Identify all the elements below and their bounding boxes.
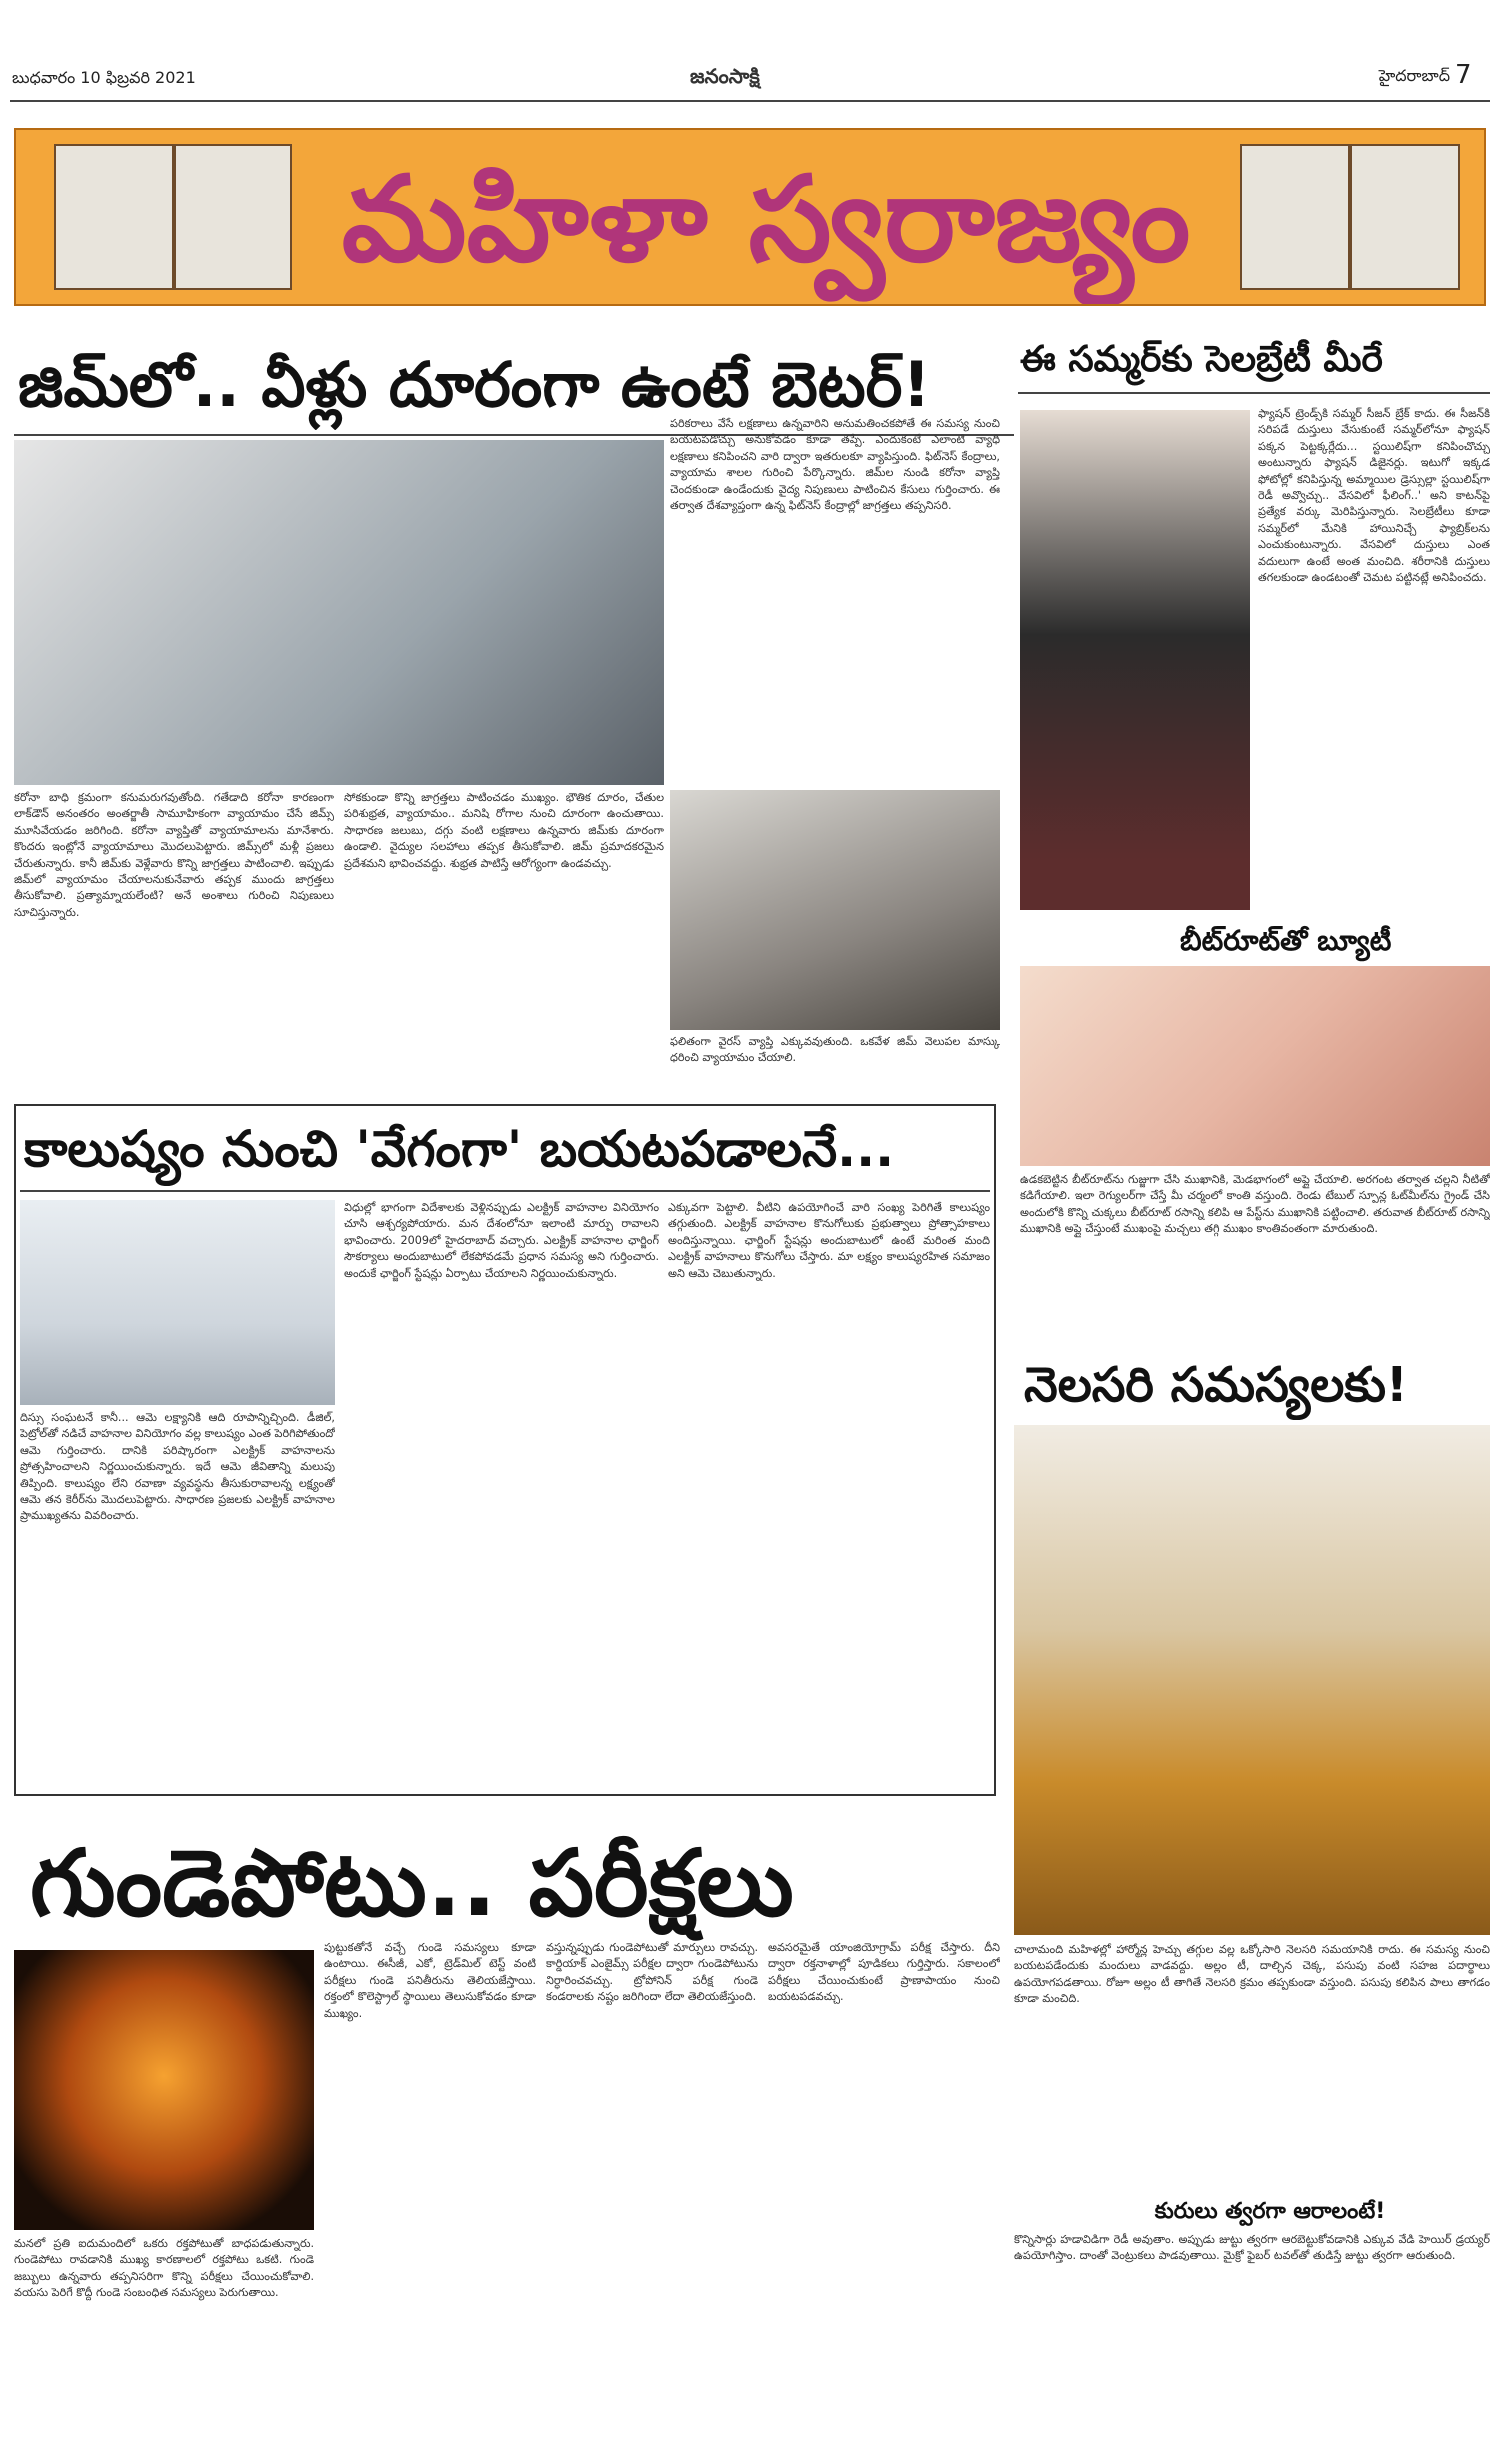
gym-col1: కరోనా బాధి క్రమంగా కనుమరుగవుతోంది. గతేడాది కరోనా కారణంగా లాక్‌డౌన్ అనంతరం అంతర్జాతీ సామూహికంగా వ్యాయామం చేసే జిమ్స్ మూసివేయడం జరిగింది. కరోనా వ్యాప్తితో వ్యాయామాలను మానేశారు. కొందరు ఇంట్లోనే వ్యాయామాలు మొదలుపెట్టారు. జిమ్స్‌లో మళ్లీ ప్రజలు చేరుతున్నారు. కానీ జిమ్‌కు వెళ్లేవారు కొన్ని జాగ్రత్తలు పాటించాలి. ఇప్పుడు జిమ్‌లో వ్యాయామం చేయాలనుకునేవారు తప్పక ముందు జాగ్రత్తలు తీసుకోవాలి. ప్రత్యామ్నాయలేంటి? అనే అంశాలు గురించి నిపుణులు సూచిస్తున్నారు. [14,791,334,919]
remedy-headline: నెలసరి సమస్యలకు! [1024,1357,1408,1413]
pollution-col3: ఎక్కువగా పెట్టాలి. వీటిని ఉపయోగించే వారి సంఖ్య పెరిగితే కాలుష్యం తగ్గుతుంది. ఎలక్ట్రిక్ వాహనాల కొనుగోలుకు ప్రభుత్వాలు ప్రోత్సాహకాలు అందిస్తున్నాయి. ఛార్జింగ్ స్టేషన్లు అందుబాటులో ఉంటే మరింత మంది ఎలక్ట్రిక్ వాహనాలు కొనుగోలు చేస్తారు. మా లక్ష్యం కాలుష్యరహిత సమాజం అని ఆమె చెబుతున్నారు. [668,1201,990,1280]
gym-headline: జిమ్‌లో.. వీళ్లు దూరంగా ఉంటే బెటర్‌! [18,348,931,421]
heart-photo [14,1950,314,2230]
celebrity-photo [1020,410,1250,910]
portrait-2 [174,144,292,290]
gym-col3: పరికరాలు వేసే లక్షణాలు ఉన్నవారిని అనుమతించకపోతే ఈ సమస్య నుంచి బయటపడొచ్చు అనుకోవడం కూడా తప్పే. ఎందుకంటే ఎలాంటి వ్యాధి లక్షణాలు కనిపించని వారి ద్వారా ఇతరులకూ వ్యాపిస్తుంది. ఫిట్‌నెస్ కేంద్రాలు, వ్యాయామ శాలల గురించి పేర్కొన్నారు. జిమ్‌ల నుండి కరోనా వ్యాప్తి చెందకుండా ఉండేందుకు వైద్య నిపుణులు పాటించిన కేసులు గుర్తించారు. ఈ తర్వాత దేశవ్యాప్తంగా ఉన్న ఫిట్‌నెస్ కేంద్రాల్లో జాగ్రత్తలు తప్పనిసరి. [670,417,1000,513]
pollution-col2: విధుల్లో భాగంగా విదేశాలకు వెళ్లినప్పుడు ఎలక్ట్రిక్ వాహనాల వినియోగం చూసి ఆశ్చర్యపోయారు. మన దేశంలోనూ ఇలాంటి మార్పు రావాలని భావించారు. 2009లో హైదరాబాద్ వచ్చారు. ఎలక్ట్రిక్ వాహనాల ఛార్జింగ్ సౌకర్యాలు అందుబాటులో లేకపోవడమే ప్రధాన సమస్య అని గుర్తించారు. అందుకే ఛార్జింగ్ స్టేషన్లు ఏర్పాటు చేయాలని నిర్ణయించుకున్నారు. [344,1201,659,1280]
portrait-3 [1240,144,1350,290]
heart-headline: గుండెపోటు.. పరీక్షలు [30,1830,794,1937]
gym-photo-2 [670,790,1000,1030]
portrait-1 [54,144,174,290]
celebrity-body: ఫ్యాషన్ ట్రెండ్స్‌కి సమ్మర్ సీజన్ బ్రేక్ కాదు. ఈ సీజన్‌కి సరిపడే దుస్తులు వేసుకుంటే సమ్మర్‌లోనూ ఫ్యాషన్ పక్కన పెట్టక్కర్లేదు... స్టయిలిష్‌గా కనిపించొచ్చు అంటున్నారు ఫ్యాషన్ డిజైనర్లు. ఇటుగో ఇక్కడ ఫోటోల్లో కనిపిస్తున్న అమ్మాయిల డ్రెస్సుల్లా స్టయిలిష్‌గా రెడీ అవ్వొచ్చు.. వేసవిలో ఫీలింగ్..' అని కాటన్‌పై ప్రత్యేక వర్కు మెరిపిస్తున్నారు. సెలబ్రేటీలు కూడా సమ్మర్‌లో మేనికి హాయినిచ్చే ఫ్యాబ్రిక్‌లను ఎంచుకుంటున్నారు. వేసవిలో దుస్తులు ఎంత వదులుగా ఉంటే అంత మంచిది. శరీరానికి దుస్తులు తగలకుండా ఉండటంతో చెమట పట్టినట్లే అనిపించదు. [1258,407,1490,585]
heart-col2: పుట్టుకతోనే వచ్చే గుండె సమస్యలు కూడా ఉంటాయి. ఈసీజీ, ఎకో, ట్రెడ్‌మిల్ టెస్ట్ వంటి పరీక్షలు గుండె పనితీరును తెలియజేస్తాయి. రక్తంలో కొలెస్ట్రాల్ స్థాయిలు తెలుసుకోవడం కూడా ముఖ్యం. [324,1941,536,2020]
banner-title: మహిళా స్వరాజ్యం [341,150,1191,288]
heart-col1: మనలో ప్రతి ఐదుమందిలో ఒకరు రక్తపోటుతో బాధపడుతున్నారు. గుండెపోటు రావడానికి ముఖ్య కారణాలలో రక్తపోటు ఒకటి. గుండె జబ్బులు ఉన్నవారు తప్పనిసరిగా కొన్ని పరీక్షలు చేయించుకోవాలి. వయసు పెరిగే కొద్దీ గుండె సంబంధిత సమస్యలు పెరుగుతాయి. [14,2237,314,2300]
banner [14,128,1486,306]
heart-col4: అవసరమైతే యాంజియోగ్రామ్ పరీక్ష చేస్తారు. దీని ద్వారా రక్తనాళాల్లో పూడికలు గుర్తిస్తారు. సకాలంలో పరీక్షలు చేయించుకుంటే ప్రాణాపాయం నుంచి బయటపడవచ్చు. [768,1941,1000,2004]
city-label: హైదరాబాద్ [1378,66,1450,85]
header-rule [10,100,1490,102]
page-number: 7 [1455,60,1472,90]
beetroot-photo [1020,966,1490,1166]
hair-subhead: కురులు త్వరగా ఆరాలంటే! [1154,2199,1386,2224]
gym-photo [14,440,664,785]
newspaper-masthead: జనంసాక్షి [690,64,760,88]
beetroot-body: ఉడకబెట్టిన బీట్‌రూట్‌ను గుజ్జుగా చేసి ముఖానికి, మెడభాగంలో అప్లై చేయాలి. అరగంట తర్వాత చల్లని నీటితో కడిగేయాలి. ఇలా రెగ్యులర్‌గా చేస్తే మీ చర్మంలో కాంతి వస్తుంది. రెండు టేబుల్ స్పూన్ల ఓట్‌మీల్‌ను గ్రైండ్ చేసి అందులోకి కొన్ని చుక్కలు బీట్‌రూట్ రసాన్ని కలిపి ఆ పేస్ట్‌ను ముఖానికి పట్టించాలి. తరువాత బీట్‌రూట్ రసాన్ని ముఖానికి అప్లై చేస్తుంటే ముఖంపై మచ్చలు తగ్గి ముఖం కాంతివంతంగా మారుతుంది. [1020,1173,1490,1236]
gym-col2: సోకకుండా కొన్ని జాగ్రత్తలు పాటించడం ముఖ్యం. భౌతిక దూరం, చేతుల పరిశుభ్రత, వ్యాయామం.. మనిషి రోగాల నుంచి దూరంగా ఉంచుతాయి. సాధారణ జలుబు, దగ్గు వంటి లక్షణాలు ఉన్నవారు జిమ్‌కు దూరంగా ఉండాలి. వైద్యుల సలహాలు తప్పక తీసుకోవాలి. జిమ్ ప్రమాదకరమైన ప్రదేశమని భావించవద్దు. శుభ్రత పాటిస్తే ఆరోగ్యంగా ఉండవచ్చు. [344,791,664,870]
portrait-4 [1350,144,1460,290]
heart-col3: వస్తున్నప్పుడు గుండెపోటుతో మార్పులు రావచ్చు. కార్డియాక్ ఎంజైమ్స్ పరీక్షల ద్వారా గుండెపోటును నిర్ధారించవచ్చు. ట్రోపోనిన్ పరీక్ష గుండె కండరాలకు నష్టం జరిగిందా లేదా తెలియజేస్తుంది. [546,1941,758,2004]
hair-body: కొన్నిసార్లు హడావిడిగా రెడీ అవుతాం. అప్పుడు జుట్టు త్వరగా ఆరబెట్టుకోవడానికి ఎక్కువ వేడి హెయిర్ డ్రయ్యర్ ఉపయోగిస్తాం. దాంతో వెంట్రుకలు పాడవుతాయి. మైక్రో ఫైబర్ టవల్‌తో తుడిస్తే జుట్టు త్వరగా ఆరుతుంది. [1014,2233,1490,2263]
tea-photo [1014,1425,1490,1935]
pollution-headline: కాలుష్యం నుంచి 'వేగంగా' బయటపడాలనే... [24,1120,895,1178]
beetroot-headline: బీట్‌రూట్‌తో బ్యూటీ [1180,924,1392,957]
gym-col3b: ఫలితంగా వైరస్ వ్యాప్తి ఎక్కువవుతుంది. ఒకవేళ జిమ్ వెలుపల మాస్కు ధరించి వ్యాయామం చేయాలి. [670,1035,1000,1065]
pollution-photo [20,1200,335,1405]
remedy-body: చాలామంది మహిళల్లో హార్మోన్ల హెచ్చు తగ్గుల వల్ల ఒక్కోసారి నెలసరి సమయానికి రాదు. ఈ సమస్య నుంచి బయటపడేందుకు మందులు వాడవద్దు. అల్లం టీ, దాల్చిన చెక్క, పసుపు వంటి సహజ పదార్థాలు ఉపయోగపడతాయి. రోజూ అల్లం టీ తాగితే నెలసరి క్రమం తప్పకుండా వస్తుంది. పసుపు కలిపిన పాలు తాగడం కూడా మంచిది. [1014,1943,1490,2006]
celebrity-rule [1018,392,1490,394]
date-label: బుధవారం 10 ఫిబ్రవరి 2021 [12,68,196,87]
celebrity-headline: ఈ సమ్మర్‌కు సెలబ్రేటీ మీరే [1020,339,1383,380]
pollution-rule [20,1190,990,1192]
pollution-col1: దిస్సు సంఘటనే కానీ... ఆమె లక్ష్యానికి ఆది రూపాన్నిచ్చింది. డీజిల్, పెట్రోల్‌తో నడిచే వాహనాల వినియోగం వల్ల కాలుష్యం ఎంత పెరిగిపోతుందో ఆమె గుర్తించారు. దానికి పరిష్కారంగా ఎలక్ట్రిక్ వాహనాలను ప్రోత్సహించాలని నిర్ణయించుకున్నారు. ఇదే ఆమె జీవితాన్ని మలుపు తిప్పింది. కాలుష్యం లేని రవాణా వ్యవస్థను తీసుకురావాలన్న లక్ష్యంతో ఆమె తన కెరీర్‌ను మొదలుపెట్టారు. సాధారణ ప్రజలకు ఎలక్ట్రిక్ వాహనాల ప్రాముఖ్యతను వివరించారు. [20,1411,335,1523]
